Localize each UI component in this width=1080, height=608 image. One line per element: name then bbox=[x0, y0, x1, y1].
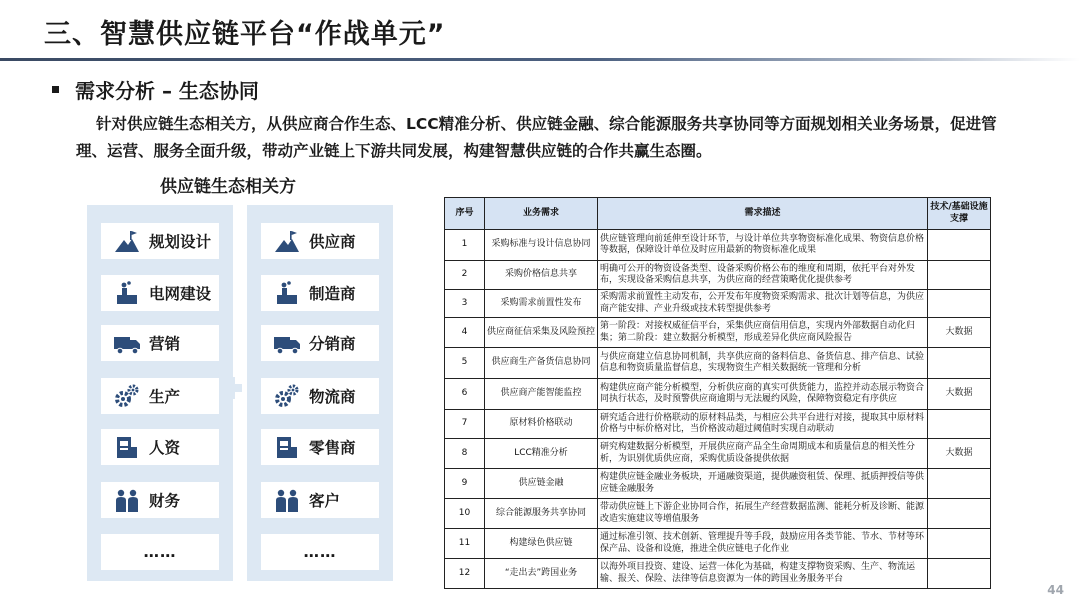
stakeholder-card-hr bbox=[101, 429, 219, 465]
table-header-row bbox=[445, 198, 991, 230]
stakeholder-card-distributor bbox=[261, 325, 379, 361]
row-number: 2 bbox=[445, 261, 485, 290]
stakeholder-label: 物流商 bbox=[309, 388, 356, 406]
row-tech bbox=[928, 529, 991, 559]
factory-icon bbox=[113, 279, 141, 307]
stakeholder-label: 规划设计 bbox=[149, 233, 212, 251]
gears-icon bbox=[273, 382, 301, 410]
business-requirements-table bbox=[444, 197, 991, 589]
mountain-flag-icon bbox=[273, 227, 301, 255]
row-description: 构建供应链金融业务板块，开通融资渠道，提供融资租赁、保理、抵质押授信等供应链金融服务 bbox=[598, 469, 928, 499]
page-title: 三、智慧供应链平台“作战单元” bbox=[44, 19, 446, 50]
row-description: 采购需求前置性主动发布，公开发布年度物资采购需求、批次计划等信息，为供应商产能安排、产业升级或技术转型提供参考 bbox=[598, 290, 928, 318]
row-description: 供应链管理向前延伸至设计环节，与设计单位共享物资标准化成果、物资信息价格等数据，保障设计单位及时应用最新的物资标准化成果 bbox=[598, 230, 928, 261]
table-row bbox=[445, 469, 991, 499]
people-icon bbox=[273, 486, 301, 514]
row-number: 5 bbox=[445, 348, 485, 379]
row-tech bbox=[928, 559, 991, 589]
row-tech bbox=[928, 469, 991, 499]
row-need: 采购需求前置性发布 bbox=[485, 290, 598, 318]
table-row bbox=[445, 290, 991, 318]
row-number: 10 bbox=[445, 499, 485, 529]
row-number: 9 bbox=[445, 469, 485, 499]
row-tech: 大数据 bbox=[928, 439, 991, 469]
table-row bbox=[445, 559, 991, 589]
row-need: 供应商生产备货信息协同 bbox=[485, 348, 598, 379]
stakeholder-label: 制造商 bbox=[309, 285, 356, 303]
row-need: 构建绿色供应链 bbox=[485, 529, 598, 559]
stakeholder-card-supplier bbox=[261, 223, 379, 259]
row-number: 3 bbox=[445, 290, 485, 318]
row-tech bbox=[928, 499, 991, 529]
stakeholder-label: 分销商 bbox=[309, 335, 356, 353]
stakeholder-card-grid-construction bbox=[101, 275, 219, 311]
stakeholder-label: 零售商 bbox=[309, 439, 356, 457]
header-cell: 需求描述 bbox=[598, 198, 928, 230]
stakeholder-card-planning bbox=[101, 223, 219, 259]
row-tech: 大数据 bbox=[928, 318, 991, 348]
table-row bbox=[445, 499, 991, 529]
row-tech bbox=[928, 348, 991, 379]
stakeholder-card-manufacturer bbox=[261, 275, 379, 311]
table-row bbox=[445, 230, 991, 261]
row-need: LCC精准分析 bbox=[485, 439, 598, 469]
title-divider bbox=[0, 58, 1080, 61]
row-number: 8 bbox=[445, 439, 485, 469]
row-tech bbox=[928, 290, 991, 318]
mountain-flag-icon bbox=[113, 227, 141, 255]
table-row bbox=[445, 261, 991, 290]
stakeholder-card-customer bbox=[261, 482, 379, 518]
internal-stakeholders-panel bbox=[87, 205, 233, 581]
table-row bbox=[445, 529, 991, 559]
more-ellipsis: …… bbox=[303, 543, 337, 561]
row-need: 采购标准与设计信息协同 bbox=[485, 230, 598, 261]
row-need: 供应商征信采集及风险预控 bbox=[485, 318, 598, 348]
external-stakeholders-panel bbox=[247, 205, 393, 581]
intro-paragraph: 针对供应链生态相关方，从供应商合作生态、LCC精准分析、供应链金融、综合能源服务共享协同等方面规划相关业务场景，促进管理、运营、服务全面升级，带动产业链上下游共同发展，构建智慧供应链的合作共赢生态圈。 bbox=[76, 115, 997, 160]
id-badge-icon bbox=[273, 433, 301, 461]
row-number: 11 bbox=[445, 529, 485, 559]
row-description: 通过标准引领、技术创新、管理提升等手段，鼓励应用各类节能、节水、节材等环保产品、设备和设施，推进全供应链电子化作业 bbox=[598, 529, 928, 559]
row-description: 构建供应商产能分析模型，分析供应商的真实可供货能力，监控并动态展示物资合同执行状态，及时预警供应商逾期与无法履约风险，保障物资稳定有序供应 bbox=[598, 379, 928, 410]
row-number: 6 bbox=[445, 379, 485, 410]
page-number: 44 bbox=[1047, 583, 1064, 597]
stakeholder-label: 人资 bbox=[149, 439, 181, 457]
row-tech bbox=[928, 230, 991, 261]
row-description: 第一阶段：对接权威征信平台，采集供应商信用信息，实现内外部数据自动化归集；第二阶段：建立数据分析模型，形成差异化供应商风险报告 bbox=[598, 318, 928, 348]
header-cell: 序号 bbox=[445, 198, 485, 230]
id-badge-icon bbox=[113, 433, 141, 461]
row-description: 以海外项目投资、建设、运营一体化为基础，构建支撑物资采购、生产、物流运输、报关、保险、法律等信息资源为一体的跨国业务服务平台 bbox=[598, 559, 928, 589]
stakeholder-label: 客户 bbox=[309, 492, 341, 510]
row-number: 1 bbox=[445, 230, 485, 261]
stakeholder-label: 财务 bbox=[149, 492, 181, 510]
stakeholder-card-marketing bbox=[101, 325, 219, 361]
row-description: 研究适合进行价格联动的原材料品类，与相应公共平台进行对接，提取其中原材料价格与中标价格对比，当价格波动超过阈值时实现自动联动 bbox=[598, 410, 928, 439]
row-need: 采购价格信息共享 bbox=[485, 261, 598, 290]
ecosystem-title: 供应链生态相关方 bbox=[160, 177, 296, 197]
row-description: 研究构建数据分析模型，开展供应商产品全生命周期成本和质量信息的相关性分析，为识别优质供应商，采购优质设备提供依据 bbox=[598, 439, 928, 469]
row-number: 4 bbox=[445, 318, 485, 348]
row-need: “走出去”跨国业务 bbox=[485, 559, 598, 589]
factory-icon bbox=[273, 279, 301, 307]
plus-connector-icon bbox=[220, 377, 242, 399]
table-row bbox=[445, 348, 991, 379]
table-row bbox=[445, 410, 991, 439]
row-tech bbox=[928, 261, 991, 290]
stakeholder-label: 供应商 bbox=[309, 233, 356, 251]
truck-icon bbox=[273, 329, 301, 357]
row-description: 明确可公开的物资设备类型、设备采购价格公布的维度和周期，依托平台对外发布，实现设备采购信息共享，为供应商的经营策略优化提供参考 bbox=[598, 261, 928, 290]
stakeholder-card-logistics bbox=[261, 378, 379, 414]
stakeholder-label: 电网建设 bbox=[149, 285, 212, 303]
section-heading bbox=[52, 75, 259, 104]
more-ellipsis: …… bbox=[143, 543, 177, 561]
truck-icon bbox=[113, 329, 141, 357]
people-icon bbox=[113, 486, 141, 514]
row-need: 供应商产能智能监控 bbox=[485, 379, 598, 410]
stakeholder-card-retailer bbox=[261, 429, 379, 465]
row-need: 综合能源服务共享协同 bbox=[485, 499, 598, 529]
header-cell: 业务需求 bbox=[485, 198, 598, 230]
row-need: 供应链金融 bbox=[485, 469, 598, 499]
table-row bbox=[445, 379, 991, 410]
stakeholder-label: 生产 bbox=[149, 388, 181, 406]
row-number: 12 bbox=[445, 559, 485, 589]
bullet-icon bbox=[52, 86, 59, 93]
stakeholder-card-production bbox=[101, 378, 219, 414]
row-number: 7 bbox=[445, 410, 485, 439]
row-need: 原材料价格联动 bbox=[485, 410, 598, 439]
row-tech bbox=[928, 410, 991, 439]
header-cell: 技术/基础设施支撑 bbox=[928, 198, 991, 230]
table-row bbox=[445, 439, 991, 469]
table-row bbox=[445, 318, 991, 348]
row-description: 与供应商建立信息协同机制，共享供应商的备料信息、备货信息、排产信息、试验信息和物资质量监督信息，实现物资生产相关数据统一管理和分析 bbox=[598, 348, 928, 379]
stakeholder-label: 营销 bbox=[149, 335, 181, 353]
stakeholder-card-finance bbox=[101, 482, 219, 518]
gears-icon bbox=[113, 382, 141, 410]
section-heading-text: 需求分析 – 生态协同 bbox=[75, 79, 259, 103]
row-tech: 大数据 bbox=[928, 379, 991, 410]
stakeholder-card-more bbox=[261, 534, 379, 570]
stakeholder-card-more bbox=[101, 534, 219, 570]
row-description: 带动供应链上下游企业协同合作，拓展生产经营数据监测、能耗分析及诊断、能源改造实施建议等增值服务 bbox=[598, 499, 928, 529]
